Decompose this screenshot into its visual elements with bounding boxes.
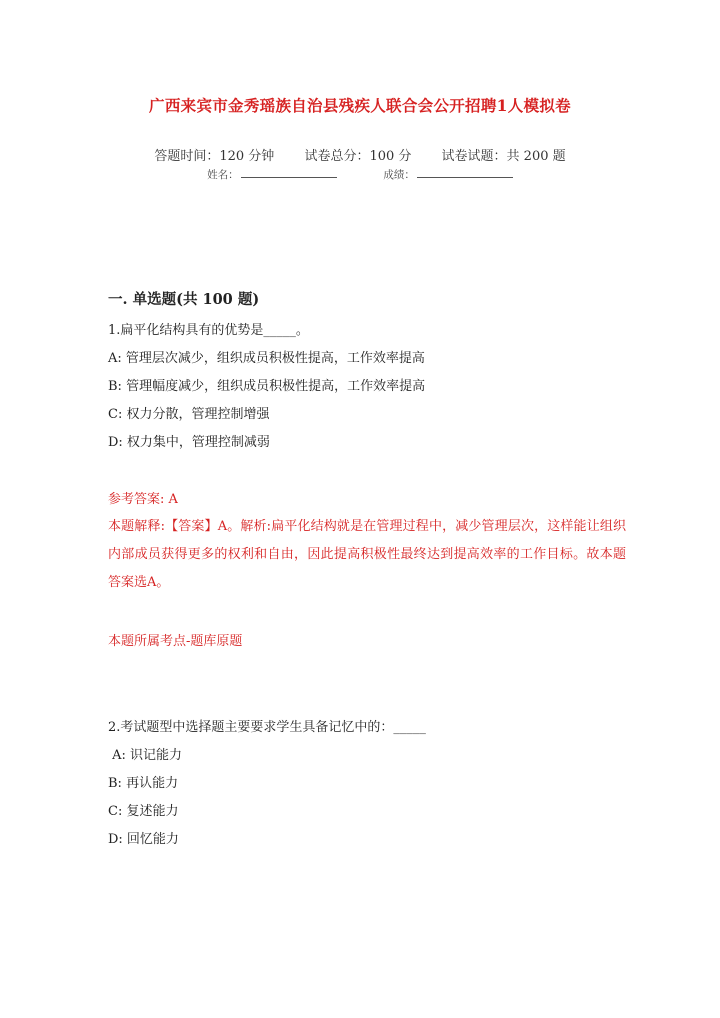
question-1-stem: 1.扁平化结构具有的优势是_____。 <box>108 323 309 338</box>
question-2-option-c: C: 复述能力 <box>108 804 179 819</box>
question-1-answer: 参考答案: A <box>108 492 178 507</box>
question-1-option-a: A: 管理层次减少，组织成员积极性提高，工作效率提高 <box>108 351 425 366</box>
name-blank[interactable] <box>241 168 337 178</box>
exam-meta <box>0 145 720 164</box>
question-1-source: 本题所属考点-题库原题 <box>108 634 243 649</box>
exam-fields <box>0 167 720 182</box>
question-2-option-a: A: 识记能力 <box>108 748 183 763</box>
section-heading: 一. 单选题(共 100 题) <box>108 291 260 308</box>
name-label: 姓名： <box>207 169 239 181</box>
score-label: 成绩： <box>383 169 415 181</box>
exam-title: 广西来宾市金秀瑶族自治县残疾人联合会公开招聘1人模拟卷 <box>149 96 571 115</box>
question-2-option-d: D: 回忆能力 <box>108 832 179 847</box>
exam-total-score: 试卷总分：100 分 <box>304 149 412 164</box>
question-2-option-b: B: 再认能力 <box>108 776 179 791</box>
exam-time: 答题时间：120 分钟 <box>154 149 275 164</box>
exam-question-count: 试卷试题：共 200 题 <box>441 149 566 164</box>
question-1-option-c: C: 权力分散，管理控制增强 <box>108 407 270 422</box>
question-2-stem: 2.考试题型中选择题主要要求学生具备记忆中的：_____ <box>108 720 426 735</box>
question-1-option-d: D: 权力集中，管理控制减弱 <box>108 435 270 450</box>
score-blank[interactable] <box>417 168 513 178</box>
question-1-option-b: B: 管理幅度减少，组织成员积极性提高，工作效率提高 <box>108 379 426 394</box>
question-1-explanation: 本题解释:【答案】A。解析:扁平化结构就是在管理过程中，减少管理层次，这样能让组织内部成员获得更多的权利和自由，因此提高积极性最终达到提高效率的工作目标。故本题答案选A。 <box>108 519 626 590</box>
